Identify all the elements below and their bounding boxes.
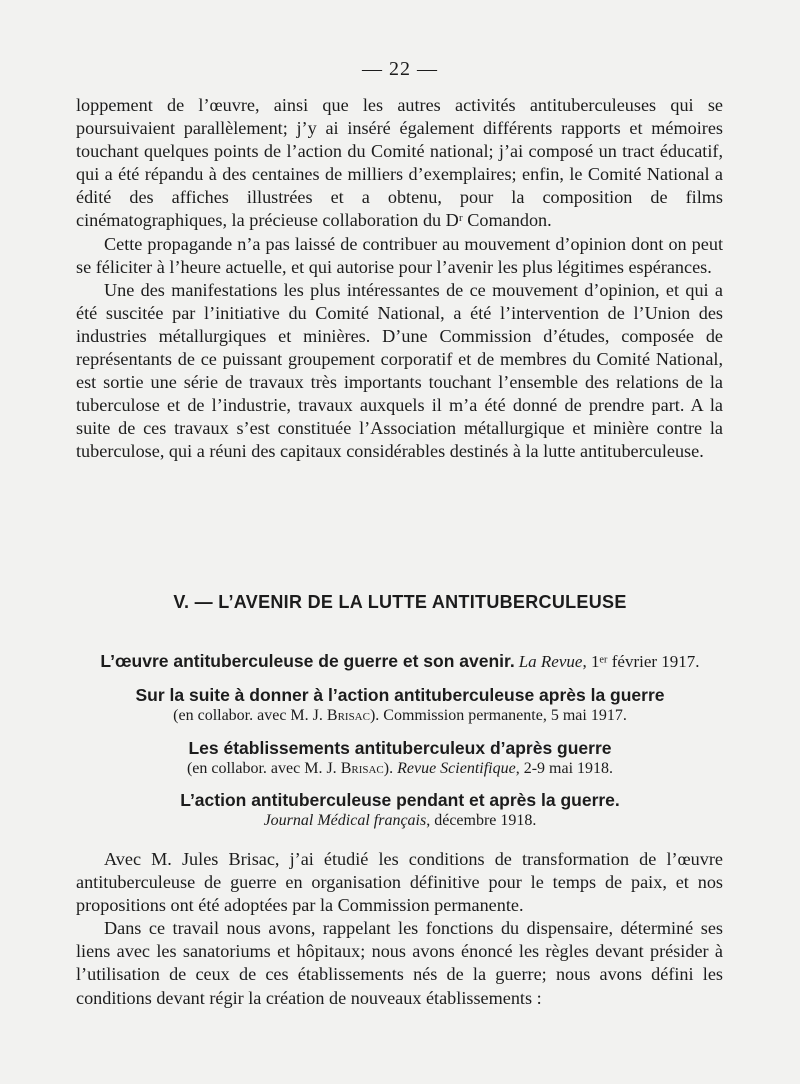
entry-title: L’œuvre antituberculeuse de guerre et son avenir. [100,651,515,671]
author-name: Brisac [340,760,384,777]
paragraph: Une des manifestations les plus intéressantes de ce mouvement d’opinion, et qui a été suscitée par l’initiative du Comité National, a été l’intervention de l’Union des industries métallurgiques et minières. D’une Commission d’études, composée de représentants de ce puissant groupement corporatif et de membres du Comité National, est sortie une série de travaux très importants touchant l’ensemble des relations de la tuberculose et de l’industrie, travaux auxquels il m’a été donné de prendre part. A la suite de ces travaux s’est constituée l’Association métallurgique et minière contre la tuberculose, qui a réuni des capitaux considérables destinés à la lutte antituberculeuse. [76,279,723,462]
section-heading: V. — L’AVENIR DE LA LUTTE ANTITUBERCULEUSE [173,592,627,612]
journal-name: La Revue [518,652,583,671]
entry-reference: (en collabor. avec M. J. Brisac). Commission permanente, 5 mai 1917. [173,707,627,724]
bottom-text-block [76,848,723,1010]
paragraph: loppement de l’œuvre, ainsi que les autres activités antituberculeuses qui se poursuivaient parallèlement; j’y ai inséré également différents rapports et mémoires touchant quelques points de l’action du Comité national; j’ai composé un tract éducatif, qui a été répandu à des centaines de milliers d’exemplaires; enfin, le Comité National a édité des affiches illustrées et a obtenu, pour la composition de films cinématographiques, la précieuse collaboration du Dʳ Comandon. [76,95,723,231]
paragraph: Cette propagande n’a pas laissé de contribuer au mouvement d’opinion dont on peut se féliciter à l’heure actuelle, et qui autorise pour l’avenir les plus légitimes espérances. [76,233,723,277]
bibliography-entry [60,737,740,779]
entry-reference: Journal Médical français, décembre 1918. [263,812,537,829]
journal-name: Journal Médical français [263,812,427,829]
bibliography-entry [60,684,740,726]
top-text-block [76,94,723,464]
entry-title: Sur la suite à donner à l’action antituberculeuse après la guerre [135,685,665,705]
paragraph: Dans ce travail nous avons, rappelant les fonctions du dispensaire, déterminé ses liens avec les sanatoriums et hôpitaux; nous avons énoncé les règles devant présider à l’utilisation de ceux de ces établissements nés de la guerre; nous avons défini les conditions devant régir la création de nouveaux établissements : [76,918,723,1008]
entry-reference [519,652,700,671]
entry-title: L’action antituberculeuse pendant et après la guerre. [180,790,620,810]
bibliography-entry [60,650,740,672]
bibliography-entry [60,789,740,831]
entry-title: Les établissements antituberculeux d’après guerre [188,738,612,758]
journal-name: Revue Scientifique [397,760,516,777]
page-number: — 22 — [362,58,438,80]
entry-reference: (en collabor. avec M. J. Brisac). Revue Scientifique, 2-9 mai 1918. [186,760,614,777]
author-name: Brisac [326,707,370,724]
paragraph: Avec M. Jules Brisac, j’ai étudié les conditions de transformation de l’œuvre antituberculeuse de guerre en organisation définitive pour le temps de paix, et nos propositions ont été adoptées par la Commission permanente. [76,849,723,916]
entry-date: , 1ᵉʳ février 1917. [582,652,700,671]
